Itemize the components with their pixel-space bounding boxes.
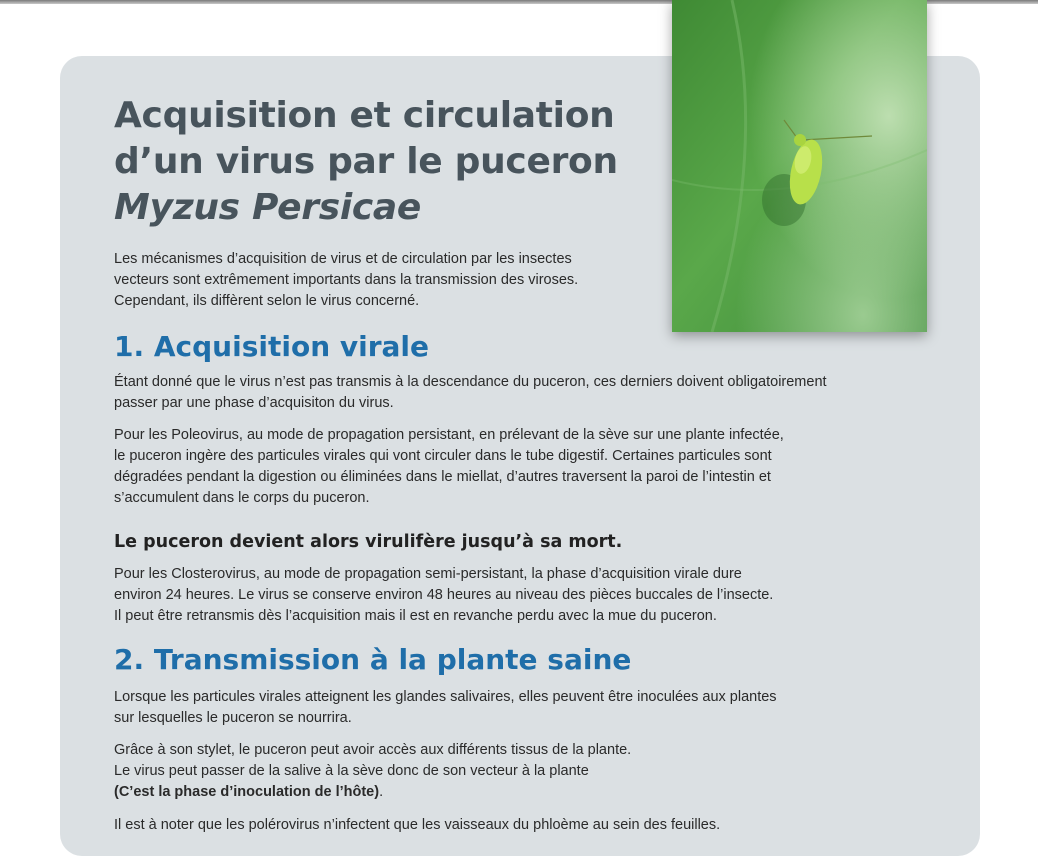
title-line-2: d’un virus par le puceron — [114, 141, 618, 182]
intro-paragraph: Les mécanismes d’acquisition de virus et de circulation par les insectes vecteurs sont extrêmement importants dans la transmission des viroses. Cependant, ils diffèrent selon le virus concerné. — [114, 251, 579, 309]
section-2-paragraph-3: Il est à noter que les polérovirus n’infectent que les vaisseaux du phloème au sein des feuilles. — [114, 817, 721, 833]
section-1-subheading: Le puceron devient alors virulifère jusqu’à sa mort. — [114, 532, 623, 552]
section-1-paragraph-2: Pour les Poleovirus, au mode de propagation persistant, en prélevant de la sève sur une plante infectée, le puceron ingère des particules virales qui vont circuler dans le tube digestif. Certaines particules sont dégradées pendant la digestion ou éliminées dans le miellat, d’autres traversent la paroi de l’intestin et s’accumulent dans le corps du puceron. — [114, 427, 784, 506]
section-2-paragraph-2: Grâce à son stylet, le puceron peut avoir accès aux différents tissus de la plante. Le virus peut passer de la salive à la sève donc de son vecteur à la plante (C’est la phase d’inoculation de l’hôte). — [114, 742, 632, 800]
inoculation-note: (C’est la phase d’inoculation de l’hôte) — [114, 784, 380, 800]
section-1-paragraph-3: Pour les Closterovirus, au mode de propagation semi-persistant, la phase d’acquisition virale dure environ 24 heures. Le virus se conserve environ 48 heures au niveau des pièces buccales de l’insecte. Il peut être retransmis dès l’acquisition mais il est en revanche perdu avec la mue du puceron. — [114, 566, 774, 624]
section-2-heading: 2. Transmission à la plante saine — [114, 643, 632, 676]
section-2-paragraph-1: Lorsque les particules virales atteignent les glandes salivaires, elles peuvent être inoculées aux plantes sur lesquelles le puceron se nourrira. — [114, 689, 777, 726]
section-1-heading: 1. Acquisition virale — [114, 330, 430, 363]
section-1-paragraph-1: Étant donné que le virus n’est pas transmis à la descendance du puceron, ces derniers doivent obligatoirement passer par une phase d’acquisiton du virus. — [114, 374, 827, 411]
title-line-3-species: Myzus Persicae — [114, 187, 422, 228]
page-title — [114, 93, 618, 231]
title-line-1: Acquisition et circulation — [114, 95, 615, 136]
